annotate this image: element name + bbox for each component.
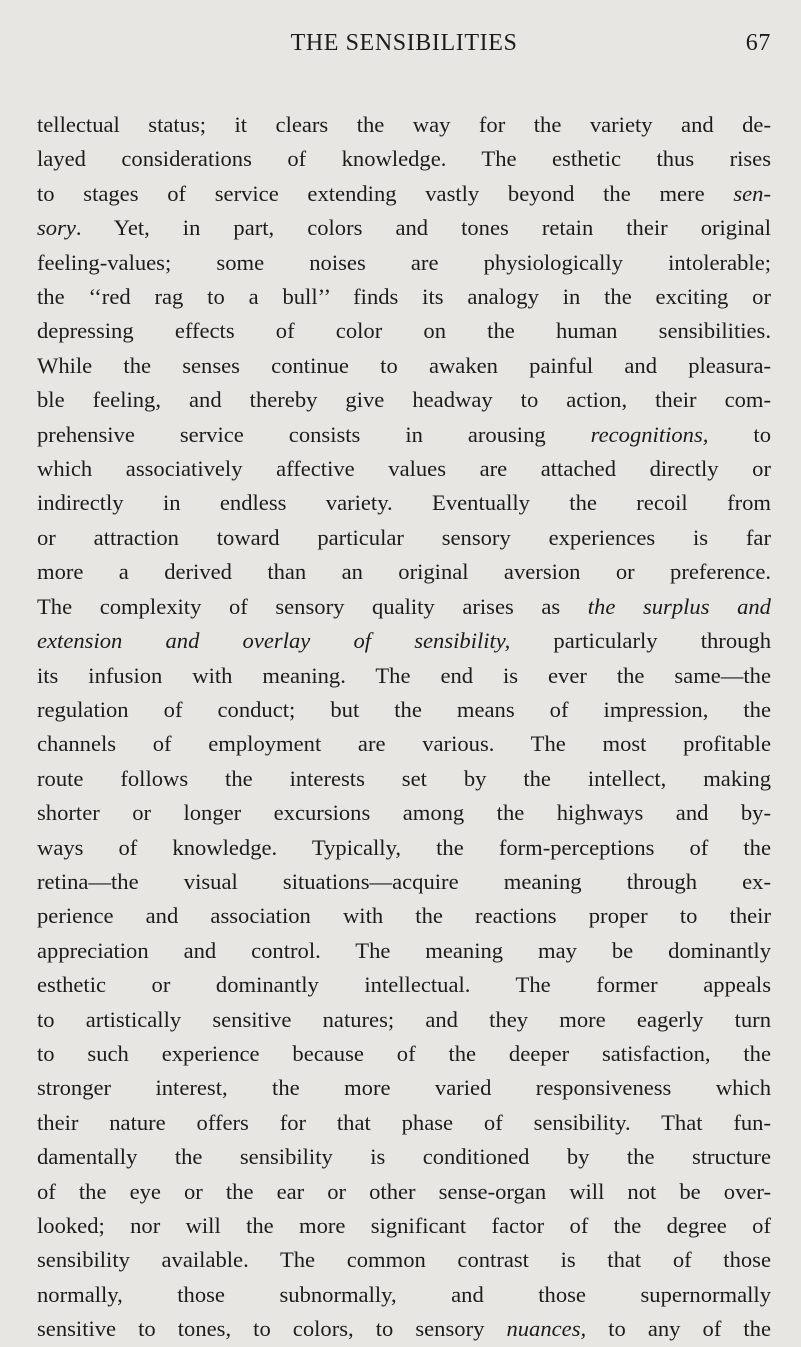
text-line: the ‘‘red rag to a bull’’ finds its analogy in the exciting or: [37, 284, 771, 310]
text-line: layed considerations of knowledge. The esthetic thus rises: [37, 146, 771, 172]
text-line: The complexity of sensory quality arises as the surplus and: [37, 593, 771, 619]
text-line: normally, those subnormally, and those supernormally: [37, 1281, 771, 1307]
text-line: tellectual status; it clears the way for the variety and de-: [37, 112, 771, 137]
text-line: of the eye or the ear or other sense-organ will not be over-: [37, 1178, 771, 1204]
text-line: sory. Yet, in part, colors and tones retain their original: [37, 215, 771, 241]
text-line: more a derived than an original aversion or preference.: [37, 559, 771, 585]
text-line: which associatively affective values are attached directly or: [37, 456, 771, 482]
text-line: regulation of conduct; but the means of impression, the: [37, 696, 771, 722]
text-line: looked; nor will the more significant factor of the degree of: [37, 1213, 771, 1238]
text-line: ways of knowledge. Typically, the form-perceptions of the: [37, 834, 771, 860]
text-line: feeling-values; some noises are physiologically intolerable;: [37, 249, 771, 275]
text-line: shorter or longer excursions among the highways and by-: [37, 800, 771, 826]
text-line: ble feeling, and thereby give headway to action, their com-: [37, 387, 771, 413]
text-line: depressing effects of color on the human sensibilities.: [37, 318, 771, 344]
text-line: appreciation and control. The meaning may be dominantly: [37, 937, 771, 963]
text-line: to such experience because of the deeper satisfaction, the: [37, 1040, 771, 1066]
text-line: or attraction toward particular sensory experiences is far: [37, 524, 771, 550]
text-line: sensibility available. The common contrast is that of those: [37, 1247, 771, 1273]
text-line: esthetic or dominantly intellectual. The former appeals: [37, 972, 771, 998]
text-line: prehensive service consists in arousing recognitions, to: [37, 421, 771, 447]
italic-phrase: extension and overlay of sensibility,: [37, 628, 511, 654]
text-line: indirectly in endless variety. Eventually the recoil from: [37, 490, 771, 516]
text-line: to stages of service extending vastly beyond the mere sen-: [37, 180, 771, 206]
page-number: 67: [745, 30, 771, 56]
text-line: its infusion with meaning. The end is ever the same—the: [37, 662, 771, 688]
running-head: [37, 30, 771, 62]
text-line: sensitive to tones, to colors, to sensory nuances, to any of the: [37, 1316, 772, 1342]
text-line: their nature offers for that phase of sensibility. That fun-: [37, 1109, 771, 1135]
text-line: route follows the interests set by the intellect, making: [37, 765, 771, 791]
text-line: stronger interest, the more varied responsiveness which: [37, 1075, 771, 1101]
italic-phrase: nuances,: [506, 1316, 587, 1342]
italic-phrase: recognitions,: [590, 421, 709, 447]
text-line: channels of employment are various. The most profitable: [37, 731, 771, 757]
text-line: retina—the visual situations—acquire meaning through ex-: [37, 868, 771, 894]
text-line: perience and association with the reactions proper to their: [37, 903, 771, 929]
body-text: [37, 108, 771, 1347]
text-line: While the senses continue to awaken painful and pleasura-: [37, 352, 771, 378]
running-title: THE SENSIBILITIES: [290, 30, 518, 56]
italic-phrase: the surplus and: [587, 593, 771, 619]
text-line: damentally the sensibility is conditioned by the structure: [37, 1144, 771, 1170]
text-line: extension and overlay of sensibility, particularly through: [37, 628, 772, 654]
italic-phrase: sen-: [733, 180, 771, 206]
italic-phrase: sory: [37, 215, 76, 241]
text-line: to artistically sensitive natures; and they more eagerly turn: [37, 1006, 771, 1032]
